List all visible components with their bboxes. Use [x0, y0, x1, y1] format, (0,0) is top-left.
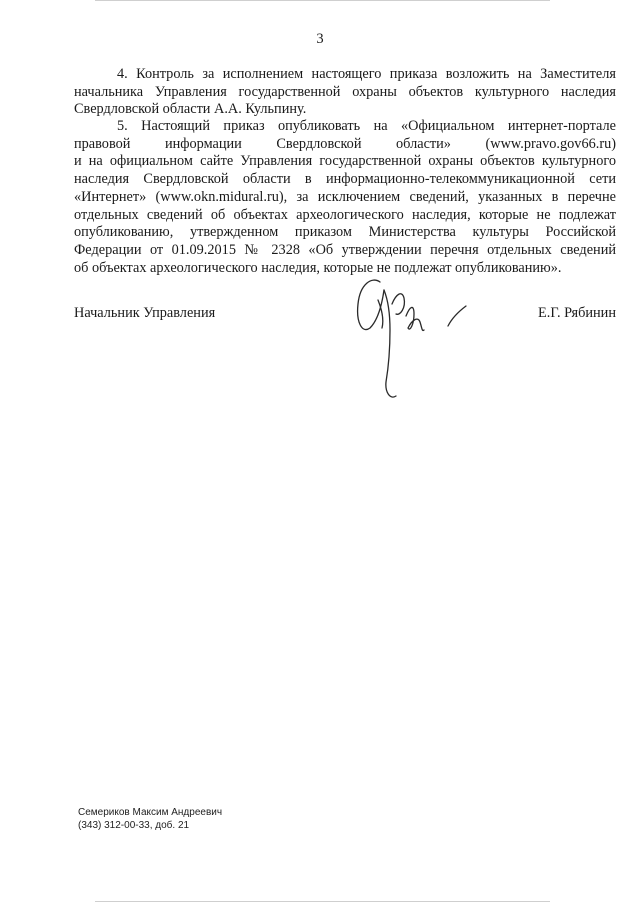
paragraph-line: об объектах археологического наследия, которые не подлежат опубликованию». [74, 259, 562, 276]
paragraph-line: и на официальном сайте Управления государственной охраны объектов культурного [74, 153, 616, 170]
paragraph-line: наследия Свердловской области в информационно-телекоммуникационной сети [74, 171, 616, 188]
signatory-title: Начальник Управления [74, 305, 216, 321]
scan-edge-top [95, 0, 550, 1]
paragraph-line: отдельных сведений об объектах археологического наследия, которые не подлежат [74, 206, 616, 223]
executor-name: Семериков Максим Андреевич [78, 807, 223, 818]
paragraph-control [74, 66, 616, 119]
paragraph-line: 4. Контроль за исполнением настоящего приказа возложить на Заместителя [117, 66, 616, 82]
handwritten-signature [352, 270, 472, 410]
executor-phone: (343) 312-00-33, доб. 21 [78, 820, 190, 831]
signatory-name: Е.Г. Рябинин [538, 305, 616, 321]
paragraph-line: правовой информации Свердловской области» (www.pravo.gov66.ru) [74, 135, 616, 152]
paragraph-publication [74, 118, 616, 277]
paragraph-line: опубликованию, утвержденном приказом Министерства культуры Российской [74, 224, 616, 241]
paragraph-line: 5. Настоящий приказ опубликовать на «Официальном интернет-портале [117, 118, 616, 134]
paragraph-line: «Интернет» (www.okn.midural.ru), за исключением сведений, указанных в перечне [74, 188, 616, 205]
paragraph-line: Федерации от 01.09.2015 № 2328 «Об утверждении перечня отдельных сведений [74, 241, 616, 258]
paragraph-line: начальника Управления государственной охраны объектов культурного наследия [74, 83, 616, 100]
page-number: 3 [316, 31, 324, 47]
executor-info [78, 806, 222, 832]
scan-edge-bottom [95, 901, 550, 902]
paragraph-line: Свердловской области А.А. Кульпину. [74, 101, 307, 118]
